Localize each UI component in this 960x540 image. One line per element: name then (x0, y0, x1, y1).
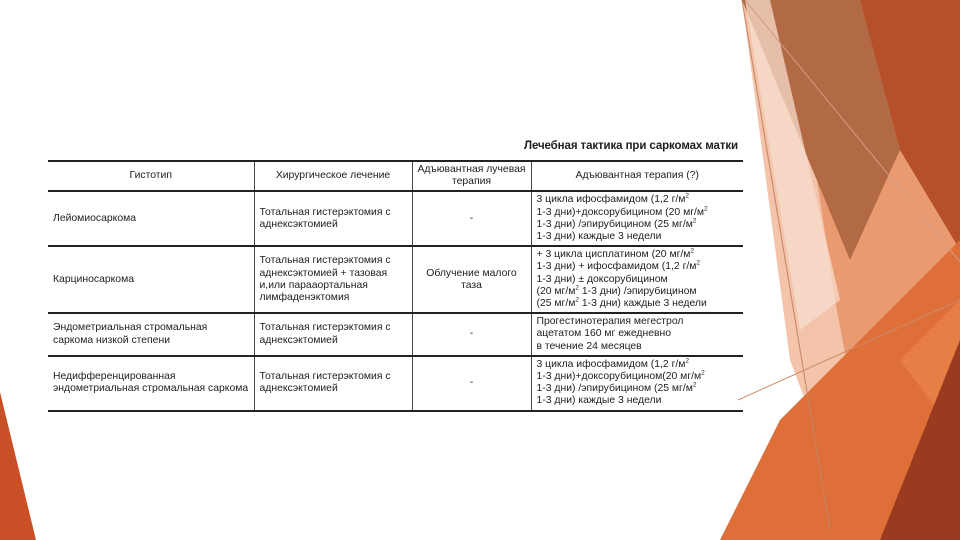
radiation-cell: - (412, 191, 531, 246)
header-surgery: Хирургическое лечение (254, 161, 412, 191)
therapy-line: + 3 цикла цисплатином (20 $мг/м^2$ (536, 247, 695, 261)
therapy-line: 1-3 дни)+доксорубицином(20 $мг/м^2$ (536, 369, 705, 383)
table-body (48, 191, 743, 410)
table-row (48, 356, 743, 411)
header-radiation: Адъювантная лучевая терапия (412, 161, 531, 191)
table-row (48, 191, 743, 246)
therapy-line: 1-3 дни) /эпирубицином (25 $мг/м^2$ (536, 217, 697, 230)
surgery-cell: Тотальная гистерэктомия с аднексэктомией (254, 313, 412, 356)
therapy-line: в течение 24 месяцев (536, 340, 642, 352)
radiation-cell: - (412, 313, 531, 356)
radiation-cell: Облучение малого таза (412, 246, 531, 313)
therapy-line: 1-3 дни) каждые 3 недели (536, 231, 662, 243)
therapy-line: 1-3 дни)+доксорубицином (20 $мг/м^2$ (536, 205, 708, 218)
therapy-table-block (48, 140, 743, 412)
table-row (48, 313, 743, 356)
therapy-line: 3 цикла ифосфамидом (1,2 $г/м^2$ (536, 192, 690, 206)
surgery-cell: Тотальная гистерэктомия с аднексэктомией (254, 356, 412, 411)
table-row (48, 246, 743, 313)
therapy-table (48, 160, 743, 412)
therapy-cell (531, 191, 743, 246)
surgery-cell: Тотальная гистерэктомия с аднексэктомией (254, 191, 412, 246)
surgery-cell: Тотальная гистерэктомия с аднексэктомией + тазовая и,или парааортальная лимфаденэктомия (254, 246, 412, 313)
histotype-cell: Недифференцированная эндометриальная стромальная саркома (53, 371, 249, 395)
table-header-row (48, 161, 743, 191)
therapy-line: 1-3 дни) ± доксорубицином (536, 273, 668, 285)
therapy-cell (531, 246, 743, 313)
therapy-line: 1-3 дни) каждые 3 недели (536, 395, 662, 407)
header-adjuvant-therapy: Адъювантная терапия (?) (531, 161, 743, 191)
therapy-line: 3 цикла ифосфамидом (1,2 $г/м^2$ (536, 357, 690, 370)
therapy-line: (20 $мг/м^2$ 1-3 дни) /эпирубицином (536, 284, 697, 297)
header-histotype: Гистотип (129, 170, 172, 182)
therapy-line: Прогестинотерапия мегестрол (536, 316, 684, 328)
left-accent-triangle (0, 392, 36, 540)
therapy-line: 1-3 дни) + ифосфамидом (1,2 $г/м^2$ (536, 259, 701, 273)
histotype-cell: Лейомиосаркома (53, 212, 137, 224)
radiation-cell: - (412, 356, 531, 411)
therapy-line: (25 $мг/м^2$ 1-3 дни) каждые 3 недели (536, 296, 707, 310)
therapy-cell (531, 356, 743, 411)
table-caption: Лечебная тактика при саркомах матки (523, 140, 738, 152)
histotype-cell: Эндометриальная стромальная саркома низкой степени (53, 322, 208, 346)
therapy-line: 1-3 дни) /эпирубицином (25 $мг/м^2$ (536, 381, 697, 395)
therapy-line: ацетатом 160 мг ежедневно (536, 328, 672, 340)
therapy-cell (531, 313, 743, 356)
histotype-cell: Карциносаркома (53, 273, 134, 285)
